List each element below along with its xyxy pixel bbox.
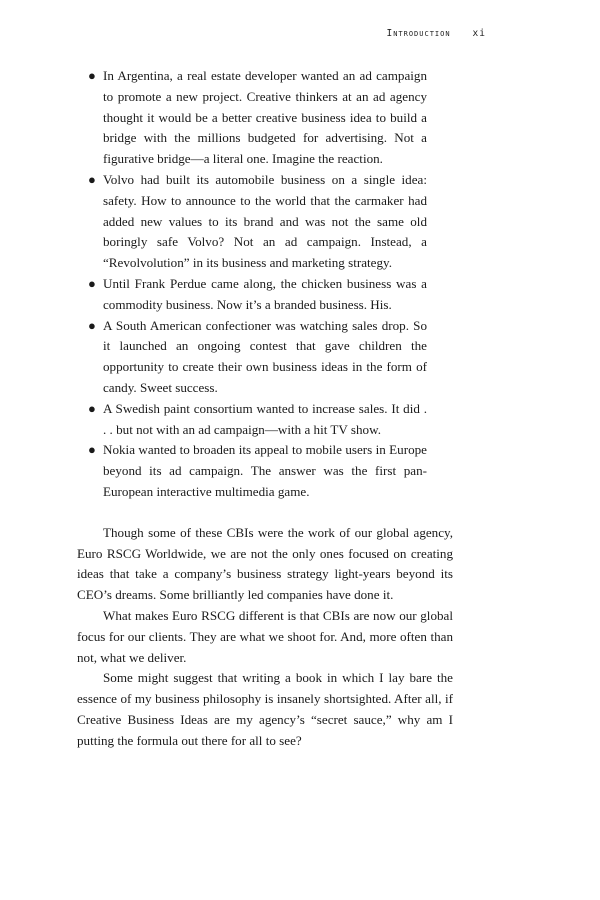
list-item: [88, 66, 427, 170]
list-item-text: Nokia wanted to broaden its appeal to mobile users in Europe beyond its ad campaign. The answer was the first pan-European interactive multimedia game.: [103, 442, 427, 499]
section-title: Introduction: [386, 28, 451, 39]
paragraph: Some might suggest that writing a book in which I lay bare the essence of my business philosophy is insanely shortsighted. After all, if Creative Business Ideas are my agency’s “secret sauce,” why am I putting the formula out there for all to see?: [77, 670, 453, 748]
bullet-icon: ●: [88, 171, 96, 187]
list-item-text: A South American confectioner was watching sales drop. So it launched an ongoing contest that gave children the opportunity to create their own business ideas in the form of candy. Sweet success.: [103, 317, 427, 395]
list-item: [88, 274, 427, 316]
list-item-text: A Swedish paint consortium wanted to increase sales. It did . . . but not with an ad campaign—with a hit TV show.: [103, 400, 427, 437]
bullet-icon: ●: [88, 400, 96, 416]
bullet-list: [77, 66, 453, 503]
bullet-icon: ●: [88, 442, 96, 458]
bullet-icon: ●: [88, 317, 96, 333]
paragraph: What makes Euro RSCG different is that CBIs are now our global focus for our clients. They are what we shoot for. And, more often than not, what we deliver.: [77, 607, 453, 665]
body-paragraphs: [77, 523, 453, 752]
list-item-text: Until Frank Perdue came along, the chicken business was a commodity business. Now it’s a branded business. His.: [103, 275, 427, 312]
paragraph: Though some of these CBIs were the work of our global agency, Euro RSCG Worldwide, we are not the only ones focused on creating ideas that take a company’s business strategy light-years beyond its CEO’s dreams. Some brilliantly led companies have done it.: [77, 524, 453, 603]
list-item: [88, 316, 427, 399]
bullet-icon: ●: [88, 275, 96, 291]
list-item-text: Volvo had built its automobile business on a single idea: safety. How to announce to the world that the carmaker had added new values to its brand and was not the same old boringly safe Volvo? Not an ad campaign. Instead, a “Revolvolution” in its business and marketing strategy.: [103, 171, 427, 271]
page-body: [77, 66, 453, 752]
bullet-icon: ●: [88, 68, 96, 83]
list-item-text: In Argentina, a real estate developer wanted an ad campaign to promote a new project. Creative thinkers at an ad agency thought it would be a better creative business idea to build a bridge with the millions budgeted for advertising. Not a figurative bridge—a literal one. Imagine the reaction.: [103, 68, 427, 167]
list-item: [88, 170, 427, 274]
list-item: [88, 399, 427, 441]
list-item: [88, 440, 427, 502]
page-number: xi: [472, 28, 486, 39]
running-head: [386, 28, 486, 39]
